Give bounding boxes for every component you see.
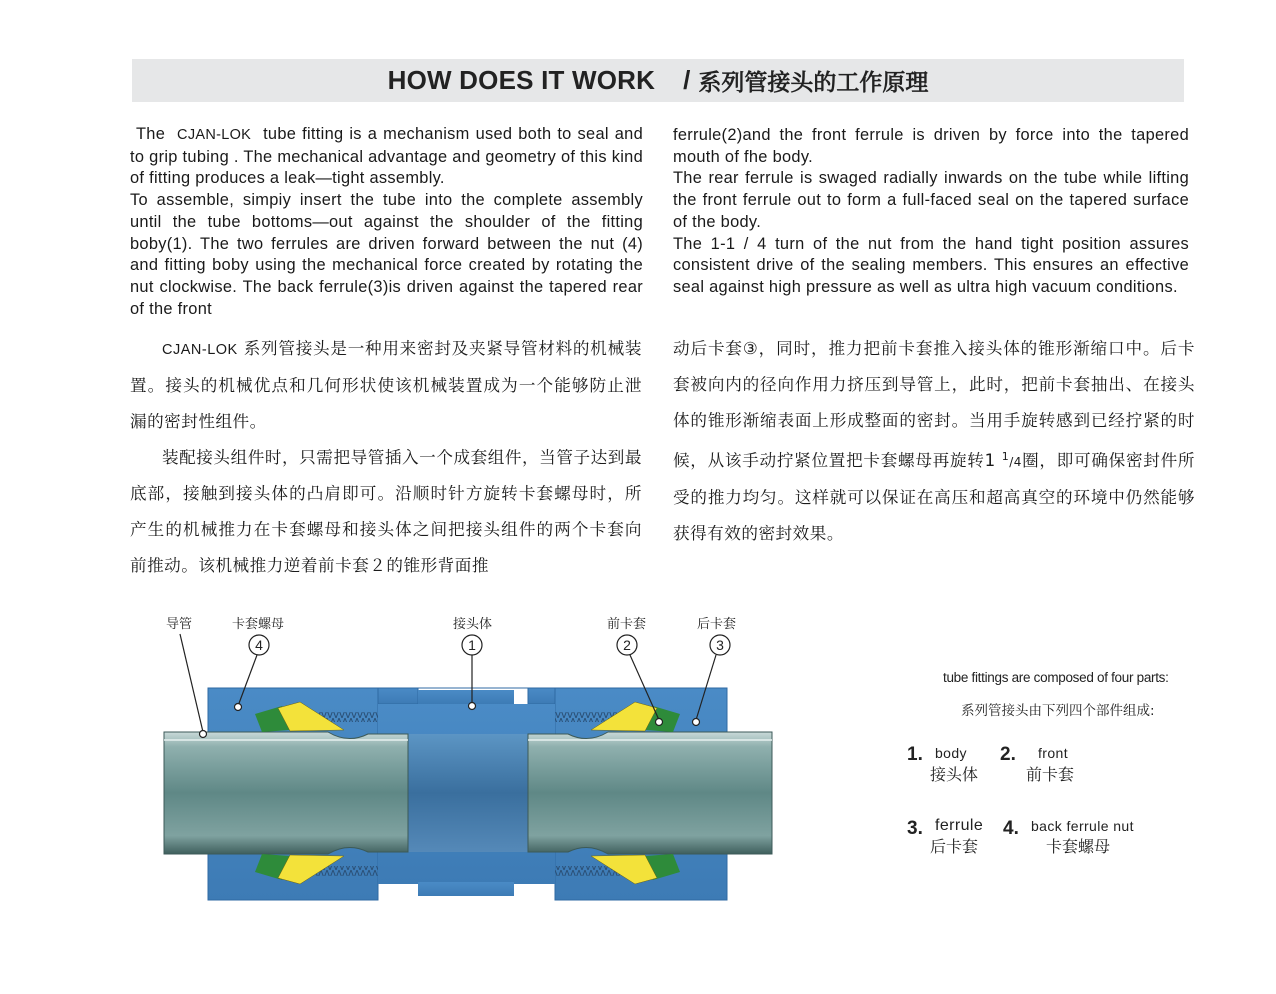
part-number: 4.	[1003, 818, 1019, 839]
callout-1-number: 1	[468, 637, 476, 653]
chinese-intro-text: 系列管接头是一种用来密封及夹紧导管材料的机械装置。接头的机械优点和几何形状使该机械装置成为一个能够防止泄漏的密封性组件。	[130, 339, 643, 431]
part-number: 3.	[907, 818, 923, 839]
part-english: body	[935, 745, 967, 761]
callout-3	[710, 635, 730, 655]
callout-2	[617, 635, 637, 655]
chinese-paragraph-intro	[130, 331, 642, 440]
english-paragraph-ferrule: ferrule(2)and the front ferrule is driven by force into the tapered mouth of fhe body.	[673, 126, 1189, 166]
english-paragraph-turn: The 1-1 / 4 turn of the nut from the hand tight position assures consistent drive of the sealing members. This ensures an effective seal against high pressure as well as ultra high vacuum conditions.	[673, 234, 1189, 296]
title-bar	[132, 59, 1184, 102]
english-right-column	[673, 125, 1189, 299]
part-english: front	[1038, 745, 1069, 761]
right-tube	[528, 732, 772, 854]
title-chinese: 系列管接头的工作原理	[698, 70, 929, 96]
english-left-column	[130, 124, 643, 320]
callout-2-number: 2	[623, 637, 631, 653]
callout-4-number: 4	[255, 637, 263, 653]
parts-heading-english: tube fittings are composed of four parts:	[943, 670, 1169, 685]
fitting-cross-section-diagram	[150, 606, 790, 906]
body-center-hex-bottom	[418, 882, 514, 896]
left-tube	[164, 732, 408, 854]
part-chinese: 后卡套	[930, 837, 979, 856]
parts-legend	[900, 664, 1200, 864]
chinese-continued-b: 圈，即可确保密封件所受的推力均匀。这样就可以保证在高压和超高真空的环境中仍然能够获得有效的密封效果。	[673, 451, 1195, 543]
brand-name-cn: CJAN-LOK	[162, 342, 238, 358]
chinese-left-column	[130, 331, 642, 584]
callout-4	[249, 635, 269, 655]
label-back-ferrule: 后卡套	[697, 617, 737, 632]
fraction-numerator: 1	[1001, 450, 1010, 463]
part-chinese: 前卡套	[1026, 765, 1075, 784]
part-english: back ferrule nut	[1031, 818, 1134, 834]
label-tube: 导管	[166, 617, 193, 632]
chinese-continued-a: 动后卡套③，同时，推力把前卡套推入接头体的锥形渐缩口中。后卡套被向内的径向作用力挤压到导管上，此时，把前卡套抽出、在接头体的锥形渐缩表面上形成整面的密封。当用手旋转感到已经拧紧的时候，从该手动拧紧位置把卡套螺母再旋转1	[673, 339, 1195, 470]
label-nut: 卡套螺母	[232, 617, 285, 632]
fraction-denominator: /4	[1009, 455, 1022, 469]
callout-3-number: 3	[716, 637, 724, 653]
label-front-ferrule: 前卡套	[607, 617, 647, 632]
callout-1	[462, 635, 482, 655]
part-chinese: 接头体	[930, 765, 979, 784]
parts-heading-chinese: 系列管接头由下列四个部件组成:	[961, 703, 1155, 719]
intro-text: tube fitting is a mechanism used both to seal and to grip tubing . The mechanical advantage and geometry of this kind of fitting produces a leak—tight assembly.	[130, 125, 644, 188]
part-number: 2.	[1000, 744, 1016, 765]
english-paragraph-intro	[130, 124, 643, 190]
chinese-paragraph-assemble: 装配接头组件时，只需把导管插入一个成套组件，当管子达到最底部，接触到接头体的凸肩即可。沿顺时针方旋转卡套螺母时，所产生的机械推力在卡套螺母和接头体之间把接头组件的两个卡套向前推动。该机械推力逆着前卡套２的锥形背面推	[130, 448, 642, 575]
label-body: 接头体	[453, 617, 493, 632]
part-english: ferrule	[935, 817, 984, 834]
body-center-hex-top	[418, 690, 514, 704]
title-english: HOW DOES IT WORK	[387, 65, 656, 95]
intro-the: The	[135, 125, 166, 143]
part-chinese: 卡套螺母	[1046, 837, 1111, 856]
body-bore	[408, 734, 528, 852]
brand-name: CJAN-LOK	[177, 127, 252, 143]
english-paragraph-rear-ferrule: The rear ferrule is swaged radially inwards on the tube while lifting the front ferrule out to form a full-faced seal on the tapered surface of the body.	[673, 169, 1189, 231]
chinese-paragraph-continued	[673, 331, 1195, 552]
chinese-right-column	[673, 331, 1195, 552]
english-paragraph-assemble: To assemble, simpiy insert the tube into the complete assembly until the tube bottoms—out against the shoulder of the fitting boby(1). The two ferrules are driven forward between the nut (4) and fitting boby using the mechanical force created by rotating the nut clockwise. The back ferrule(3)is driven against the tapered rear of the front	[130, 191, 643, 318]
part-number: 1.	[907, 744, 923, 765]
title-separator: /	[683, 65, 691, 95]
